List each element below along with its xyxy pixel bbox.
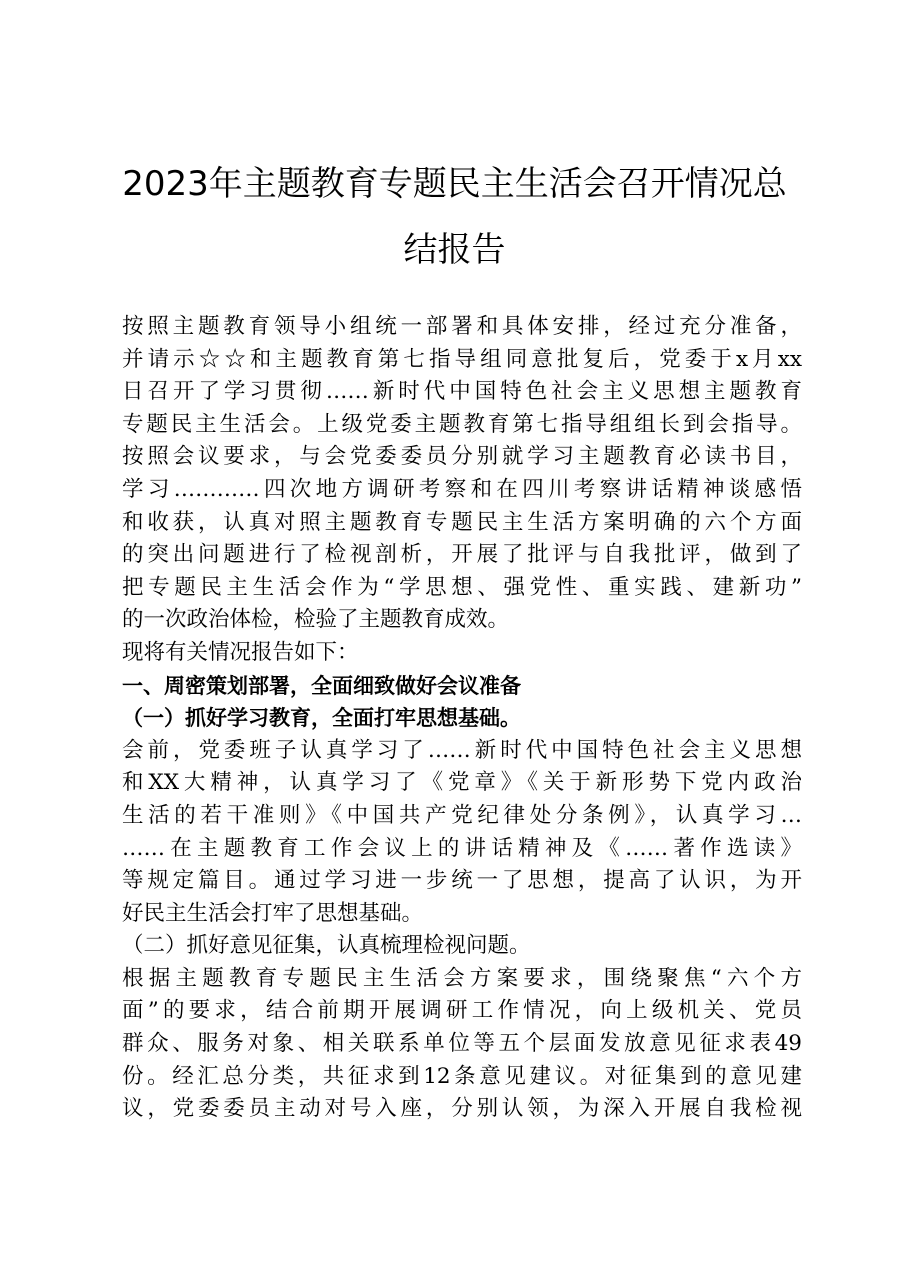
paragraph-line: 面”的要求，结合前期开展调研工作情况，向上级机关、党员 [122,998,802,1024]
paragraph-line: 根据主题教育专题民主生活会方案要求，围绕聚焦“六个方 [122,965,802,991]
paragraph-line: ……在主题教育工作会议上的讲话精神及《……著作选读》 [122,835,802,861]
document-title-line-1: 2023年主题教育专题民主生活会召开情况总 [122,164,787,204]
paragraph-line: 等规定篇目。通过学习进一步统一了思想，提高了认识，为开 [122,868,802,894]
paragraph-line: 的一次政治体检，检验了主题教育成效。 [122,607,510,633]
document-title-line-2: 结报告 [403,230,506,270]
paragraph-line: 把专题民主生活会作为“学思想、强党性、重实践、建新功” [122,574,802,600]
paragraph-line: 学习…………四次地方调研考察和在四川考察讲话精神谈感悟 [122,476,802,502]
document-body [122,311,802,1126]
paragraph-line: 按照主题教育领导小组统一部署和具体安排，经过充分准备， [122,314,802,339]
paragraph-line: 并请示☆☆和主题教育第七指导组同意批复后，党委于x月xx [122,346,802,372]
paragraph-line: 和XX大精神，认真学习了《党章》《关于新形势下党内政治 [122,770,802,796]
paragraph-line: 议，党委委员主动对号入座，分别认领，为深入开展自我检视 [122,1096,802,1122]
paragraph-line: 会前，党委班子认真学习了……新时代中国特色社会主义思想 [122,737,802,763]
paragraph-line: 份。经汇总分类，共征求到12条意见建议。对征集到的意见建 [122,1063,802,1089]
paragraph-line: 专题民主生活会。上级党委主题教育第七指导组组长到会指导。 [122,411,802,437]
subsection-heading: （二）抓好意见征集，认真梳理检视问题。 [122,933,531,959]
subsection-heading: （一）抓好学习教育，全面打牢思想基础。 [122,705,521,731]
paragraph-line: 按照会议要求，与会党委委员分别就学习主题教育必读书目， [122,444,802,470]
paragraph-line: 和收获，认真对照主题教育专题民主生活方案明确的六个方面 [122,509,802,535]
paragraph-line: 的突出问题进行了检视剖析，开展了批评与自我批评，做到了 [122,542,802,568]
paragraph-line: 现将有关情况报告如下： [122,639,359,665]
paragraph-line: 生活的若干准则》《中国共产党纪律处分条例》，认真学习… [122,802,802,828]
section-heading: 一、周密策划部署，全面细致做好会议准备 [122,673,521,698]
paragraph-line: 群众、服务对象、相关联系单位等五个层面发放意见征求表49 [122,1031,802,1057]
paragraph-line: 好民主生活会打牢了思想基础。 [122,900,424,926]
paragraph-line: 日召开了学习贯彻……新时代中国特色社会主义思想主题教育 [122,379,802,405]
